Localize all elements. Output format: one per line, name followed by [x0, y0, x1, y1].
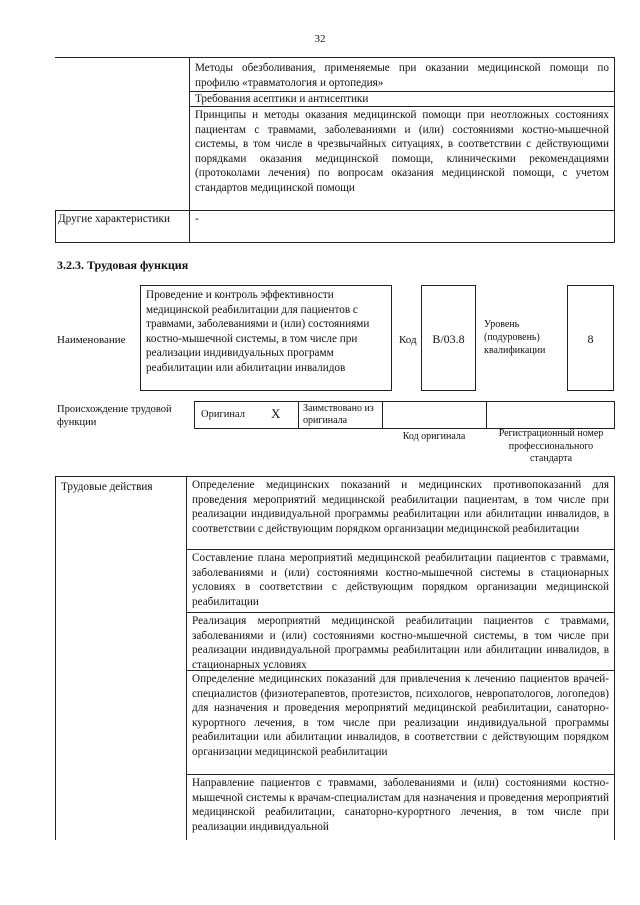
origin-code-caption: Код оригинала	[402, 431, 466, 442]
origin-label: Происхождение трудовой функции	[57, 404, 172, 428]
origin-reg-caption: Регистрационный номер профессионального стандарта	[498, 428, 604, 464]
top-table-row: Требования асептики и антисептики	[195, 93, 369, 105]
code-label: Код	[399, 334, 417, 346]
page-number: 32	[314, 33, 326, 45]
action-item: Определение медицинских показаний и медицинских противопоказаний для проведения мероприятий медицинской реабилитации пациентам, в том числе при реализации индивидуальной программы реабилитации или абилитации инвалидов, в соответствии с действующим порядком организации медицинской реабилитации	[192, 479, 609, 535]
action-item: Реализация мероприятий медицинской реабилитации пациентов с травмами, заболеваниями и (или) состояниями костно-мышечной системы, в том числе при реализации индивидуальной программы реабилитации или абилитации инвалидов, в стационарных условиях	[192, 615, 609, 671]
action-item: Направление пациентов с травмами, заболеваниями и (или) состояниями костно-мышечной системы к врачам-специалистам для назначения и проведения мероприятий медицинской реабилитации, санаторно-курортного лечения, в том числе при реализации индивидуальной	[192, 777, 609, 833]
name-label: Наименование	[57, 334, 126, 346]
level-box	[567, 285, 614, 391]
level-label: Уровень (подуровень) квалификации	[484, 319, 546, 356]
top-table-row: Принципы и методы оказания медицинской помощи при неотложных состояниях пациентам с травмами, заболеваниями и (или) состояниями костно-мышечной системы, в том числе в чрезвычайных ситуациях, в соответствии с действующими порядками оказания медицинской помощи, клиническими рекомендациями (протоколами лечения) по вопросам оказания медицинской помощи, с учетом стандартов медицинской помощи	[195, 109, 609, 194]
origin-borrowed: Заимствовано из оригинала	[303, 403, 374, 426]
function-name: Проведение и контроль эффективности медицинской реабилитации для пациентов с травмами, заболеваниями и (или) состояниями костно-мышечной системы, в том числе при реализации индивидуальных программ реабилитации или абилитации инвалидов	[146, 289, 370, 374]
top-table-row: Методы обезболивания, применяемые при оказании медицинской помощи по профилю «травматология и ортопедия»	[195, 62, 609, 89]
other-characteristics-value: -	[195, 213, 199, 225]
code-value: В/03.8	[432, 332, 465, 346]
action-item: Определение медицинских показаний для привлечения к лечению пациентов врачей-специалистов (физиотерапевтов, протезистов, психологов, невропатологов, логопедов) для назначения и проведения мероприятий медицинской реабилитации, санаторно-курортного лечения, в том числе при реализации индивидуальной программы реабилитации или абилитации инвалидов, в соответствии с действующим порядком организации медицинской реабилитации	[192, 673, 609, 758]
origin-mark: X	[271, 406, 281, 421]
section-title: 3.2.3. Трудовая функция	[57, 258, 189, 272]
other-characteristics-label: Другие характеристики	[58, 213, 170, 225]
origin-original: Оригинал	[201, 409, 245, 420]
name-value-box	[140, 285, 392, 391]
code-box	[421, 285, 476, 391]
level-value: 8	[587, 332, 594, 346]
actions-label: Трудовые действия	[61, 481, 153, 493]
action-item: Составление плана мероприятий медицинской реабилитации пациентов с травмами, заболеваниями и (или) состояниями костно-мышечной системы в стационарных условиях в соответствии с действующим порядком организации медицинской реабилитации	[192, 552, 609, 608]
